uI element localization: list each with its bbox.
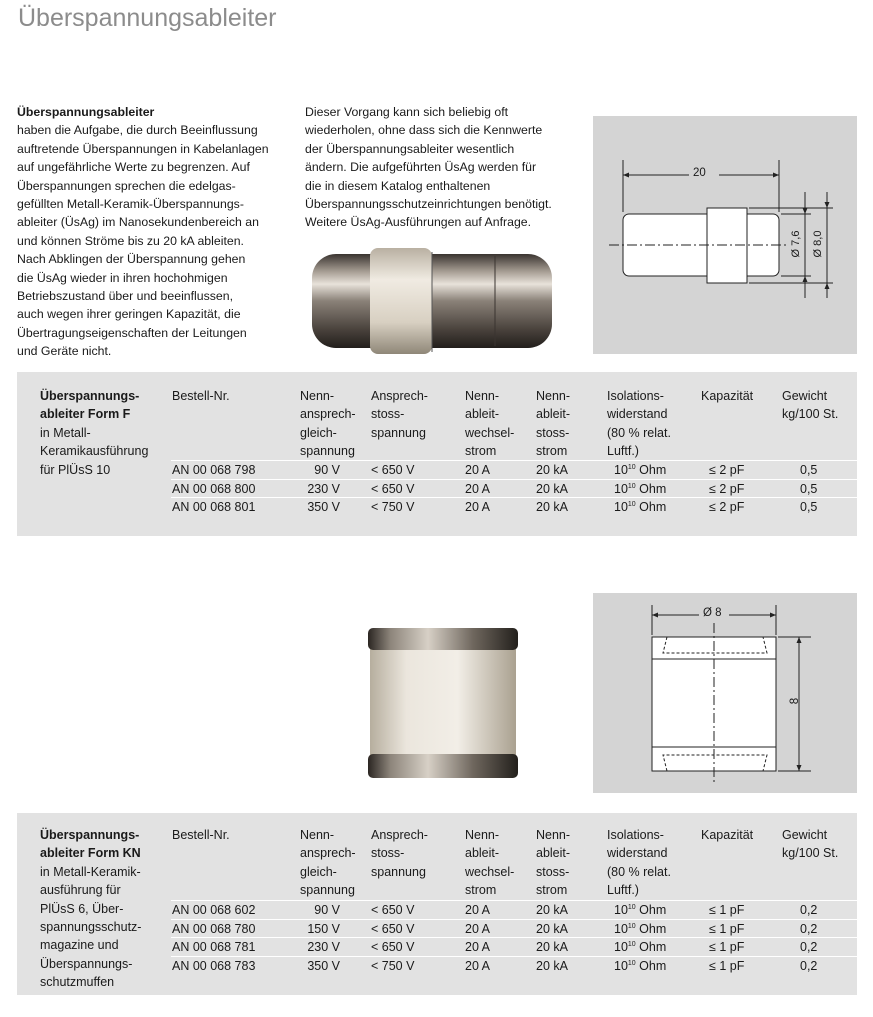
i2-cell: 20 kA [536,903,568,917]
isolation-unit: Ohm [635,500,667,514]
column-header-line: Nenn- [300,389,335,403]
isolation-unit: Ohm [635,921,667,936]
intro-left-line: und können Ströme bis zu 20 kA ableiten. [17,233,244,248]
diameter-outer-dimension: Ø 8,0 [812,230,824,258]
isolation-cell [614,938,666,956]
column-header-line: Isolations- [607,828,664,842]
v2-cell: < 650 V [371,940,415,954]
column-header [701,387,753,405]
column-header [300,826,356,900]
c-cell: ≤ 2 pF [709,500,745,514]
intro-left-line: die ÜsAg wieder in ihren hochohmigen [17,270,228,285]
column-header [607,387,671,461]
column-header-line: ansprech- [300,407,356,422]
w-cell: 0,2 [800,903,818,917]
column-header [300,387,356,461]
column-header-line: stoss- [371,407,405,422]
i2-cell: 20 kA [536,940,568,954]
table-row [171,497,857,516]
column-header-line: Ansprech- [371,389,428,403]
table-row [171,937,857,956]
c-cell: ≤ 2 pF [709,481,745,496]
isolation-exponent: 10 [627,904,636,911]
isolation-exponent: 10 [627,941,636,948]
column-header-line: stoss- [536,425,570,440]
column-header-label: Kapazität [701,828,754,842]
isolation-base: 10 [614,940,628,954]
column-header-line: spannung [300,883,355,898]
column-header-line: widerstand [607,407,668,422]
intro-left-line: und Geräte nicht. [17,344,112,359]
isolation-exponent: 10 [627,482,636,490]
intro-left-line: Betriebszustand über und beeinflussen, [17,289,234,304]
column-header-line: ableit- [536,846,571,861]
isolation-cell [614,901,666,919]
column-header [465,387,514,461]
table-row [171,956,857,975]
v2-cell: < 650 V [371,921,415,936]
w-cell: 0,5 [800,500,818,514]
column-header-label: Kapazität [701,389,754,403]
isolation-base: 10 [614,463,628,477]
column-header-line: stoss- [536,864,570,879]
v2-cell: < 750 V [371,958,415,973]
form-f-description [40,387,148,479]
isolation-base: 10 [614,921,628,936]
intro-right-line: ändern. Die aufgeführten ÜsAg werden für [305,160,537,175]
table-row [171,460,857,479]
column-header [782,387,838,424]
arrester-form-kn-photo [364,624,522,784]
intro-right-line: die in diesem Katalog enthaltenen [305,178,491,193]
v1-cell: 230 V [307,940,340,954]
intro-heading: Überspannungsableiter [17,105,155,119]
c-cell: ≤ 1 pF [709,940,745,954]
column-header-line: (80 % relat. [607,425,671,440]
form-f-title-1: Überspannungs- [40,389,140,403]
column-header-line: spannung [371,864,426,879]
w-cell: 0,2 [800,958,818,973]
column-header-line: ableit- [465,846,500,861]
column-header [536,387,570,461]
form-kn-desc-5: magazine und [40,938,119,953]
v1-cell: 90 V [314,463,340,477]
form-f-desc-1: in Metall- [40,425,91,440]
isolation-base: 10 [614,903,628,917]
intro-left-line: auf ungefährliche Werte zu begrenzen. Auf [17,160,250,175]
intro-left-line: Nach Abklingen der Überspannung gehen [17,252,246,267]
v2-cell: < 650 V [371,481,415,496]
intro-left-line: auftretende Überspannungen in Kabelanlagen [17,141,269,156]
i1-cell: 20 A [465,921,491,936]
i2-cell: 20 kA [536,921,568,936]
intro-right-line: Weitere ÜsAg-Ausführungen auf Anfrage. [305,215,532,230]
order-cell: AN 00 068 781 [172,940,256,954]
page-title: Überspannungsableiter [18,4,277,32]
v2-cell: < 650 V [371,903,415,917]
column-header-line: Nenn- [465,389,500,403]
i1-cell: 20 A [465,500,491,514]
column-header-line: spannung [300,444,355,459]
isolation-unit: Ohm [635,481,667,496]
column-header-line: Nenn- [465,828,500,842]
c-cell: ≤ 1 pF [709,921,745,936]
v1-cell: 230 V [307,481,340,496]
isolation-cell [614,957,666,975]
c-cell: ≤ 1 pF [709,958,745,973]
intro-right-line: wiederholen, ohne dass sich die Kennwerte [305,123,543,138]
column-header-line: ableit- [536,407,571,422]
column-header-line: gleich- [300,425,337,440]
intro-left [17,103,297,361]
isolation-exponent: 10 [627,959,636,967]
intro-left-line: ableiter (ÜsAg) im Nanosekundenbereich an [17,215,259,230]
v2-cell: < 750 V [371,500,415,514]
form-kn-desc-4: spannungsschutz- [40,920,142,935]
column-header [172,826,230,844]
column-header-line: widerstand [607,846,668,861]
isolation-cell [614,480,666,498]
order-cell: AN 00 068 602 [172,903,256,917]
column-header-line: Nenn- [300,828,335,842]
isolation-unit: Ohm [635,903,667,917]
column-header [465,826,514,900]
column-header-label: Bestell-Nr. [172,828,230,842]
intro-left-line: gefüllten Metall-Keramik-Überspannungs- [17,197,244,212]
table-row [171,479,857,498]
w-cell: 0,2 [800,940,818,954]
column-header-label: Bestell-Nr. [172,389,230,403]
column-header-line: Gewicht [782,389,828,403]
isolation-cell [614,920,666,938]
table-row [171,900,857,919]
intro-left-line: haben die Aufgabe, die durch Beeinflussung [17,123,258,138]
v2-cell: < 650 V [371,463,415,477]
isolation-exponent: 10 [627,464,636,471]
intro-right-line: Dieser Vorgang kann sich beliebig oft [305,105,509,119]
column-header-line: wechsel- [465,864,515,879]
intro-left-line: Übertragungseigenschaften der Leitungen [17,325,247,340]
isolation-base: 10 [614,500,628,514]
column-header-line: kg/100 St. [782,846,839,861]
column-header [536,826,570,900]
intro-left-line: auch wegen ihrer geringen Kapazität, die [17,307,241,322]
isolation-exponent: 10 [627,501,636,508]
form-f-title-2: ableiter Form F [40,407,131,422]
i1-cell: 20 A [465,958,491,973]
column-header [371,826,428,881]
intro-right-line: der Überspannungsableiter wesentlich [305,141,515,156]
i2-cell: 20 kA [536,500,568,514]
arrester-form-f-photo [300,244,562,360]
column-header-line: Luftf.) [607,444,639,459]
length-dimension: 20 [693,167,706,179]
order-cell: AN 00 068 783 [172,958,256,973]
i2-cell: 20 kA [536,463,568,477]
column-header-line: Gewicht [782,828,828,842]
form-kn-desc-3: PlÜsS 6, Über- [40,901,124,916]
form-f-desc-3: für PlÜsS 10 [40,462,111,477]
w-cell: 0,5 [800,481,818,496]
i1-cell: 20 A [465,463,491,477]
v1-cell: 90 V [314,903,340,917]
isolation-unit: Ohm [635,958,667,973]
dimension-drawing-form-f [593,116,857,354]
order-cell: AN 00 068 801 [172,500,256,514]
column-header-line: (80 % relat. [607,864,671,879]
height-dimension: 8 [789,697,802,705]
intro-right-text [305,103,585,232]
column-header-line: ableit- [465,407,500,422]
isolation-cell [614,498,666,516]
isolation-base: 10 [614,958,628,973]
column-header [172,387,230,405]
column-header-line: strom [465,444,497,459]
column-header-line: strom [536,444,568,459]
form-kn-desc-2: ausführung für [40,883,121,898]
column-header-line: stoss- [371,846,405,861]
isolation-exponent: 10 [627,922,636,930]
column-header-line: spannung [371,425,426,440]
v1-cell: 150 V [307,921,340,936]
isolation-base: 10 [614,481,628,496]
table-row [171,919,857,938]
isolation-unit: Ohm [635,463,667,477]
column-header-line: gleich- [300,864,337,879]
form-kn-desc-7: schutzmuffen [40,975,115,990]
i2-cell: 20 kA [536,481,568,496]
dimension-drawing-form-kn [593,593,857,793]
i2-cell: 20 kA [536,958,568,973]
intro-left-line: Überspannungen sprechen die edelgas- [17,178,236,193]
width-dimension: Ø 8 [703,607,722,619]
diameter-inner-dimension: Ø 7,6 [790,230,802,258]
order-cell: AN 00 068 800 [172,481,256,496]
intro-left-text [17,121,297,360]
i1-cell: 20 A [465,481,491,496]
column-header [371,387,428,442]
column-header-line: strom [465,883,497,898]
c-cell: ≤ 2 pF [709,463,745,477]
column-header-line: wechsel- [465,425,515,440]
column-header-line: Nenn- [536,828,571,842]
i1-cell: 20 A [465,903,491,917]
column-header-line: Luftf.) [607,883,639,898]
order-cell: AN 00 068 798 [172,463,256,477]
form-kn-title-1: Überspannungs- [40,828,140,842]
form-f-desc-2: Keramikausführung [40,444,149,459]
i1-cell: 20 A [465,940,491,954]
column-header [782,826,838,863]
order-cell: AN 00 068 780 [172,921,256,936]
column-header [607,826,671,900]
c-cell: ≤ 1 pF [709,903,745,917]
v1-cell: 350 V [307,500,340,514]
intro-right-line: Überspannungsschutzeinrichtungen benötigt. [305,197,552,212]
column-header-line: Nenn- [536,389,571,403]
form-kn-desc-1: in Metall-Keramik- [40,864,141,879]
column-header-line: strom [536,883,568,898]
column-header [701,826,753,844]
column-header-line: kg/100 St. [782,407,839,422]
w-cell: 0,2 [800,921,818,936]
column-header-line: ansprech- [300,846,356,861]
form-kn-desc-6: Überspannungs- [40,956,133,971]
column-header-line: Ansprech- [371,828,428,842]
form-kn-description [40,826,141,992]
w-cell: 0,5 [800,463,818,477]
isolation-cell [614,461,666,479]
isolation-unit: Ohm [635,940,667,954]
v1-cell: 350 V [307,958,340,973]
column-header-line: Isolations- [607,389,664,403]
form-kn-title-2: ableiter Form KN [40,846,141,861]
